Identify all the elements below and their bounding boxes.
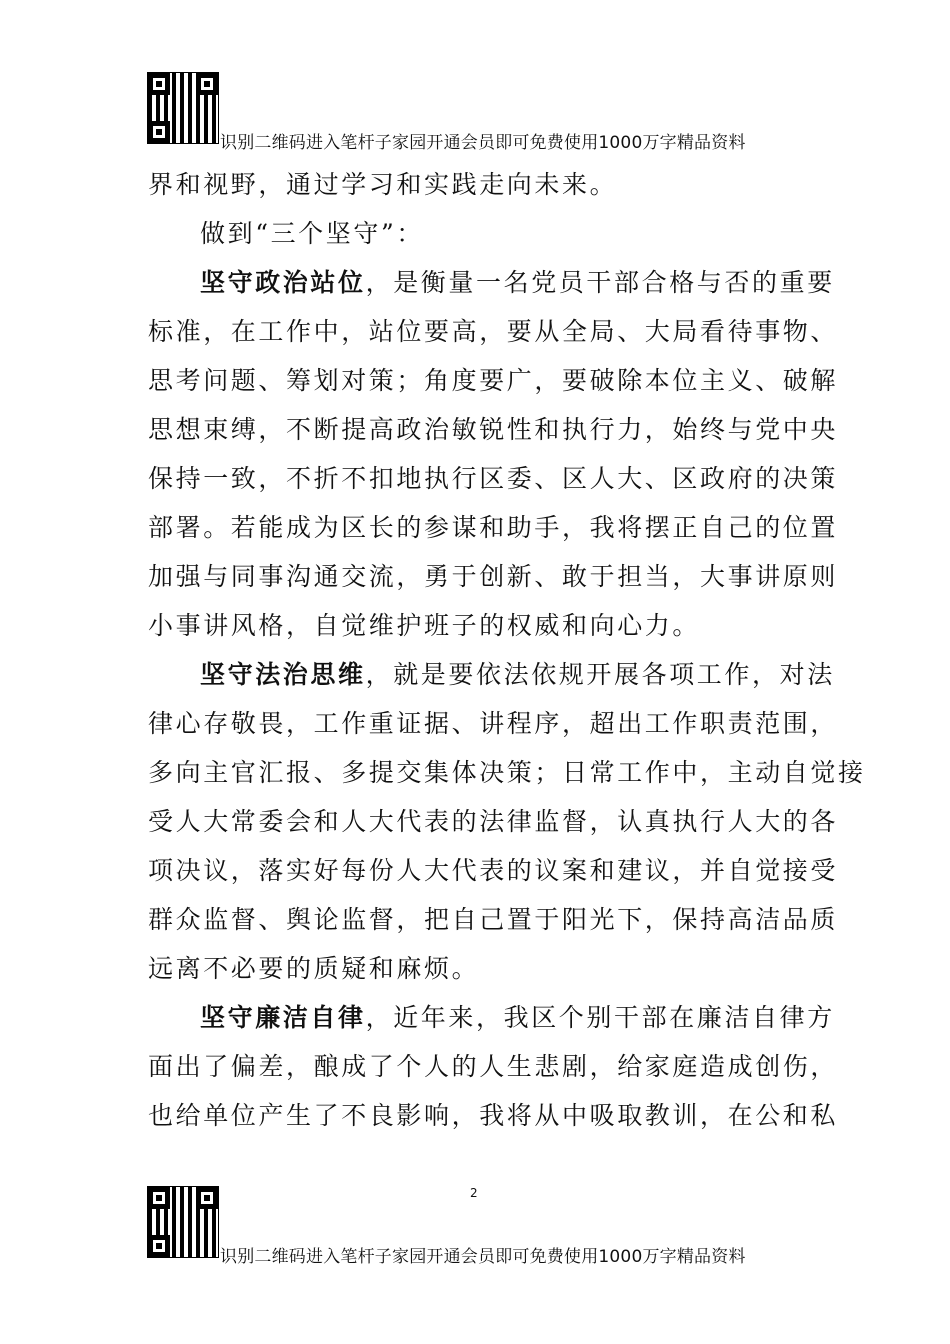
paragraph-first-line	[148, 258, 835, 307]
text-line: 律心存敬畏，工作重证据、讲程序，超出工作职责范围，	[148, 709, 839, 738]
line-rest: ，近年来，我区个别干部在廉洁自律方	[365, 1003, 835, 1032]
text-line: 加强与同事沟通交流，勇于创新、敢于担当，大事讲原则	[148, 562, 839, 591]
bold-phrase: 坚守法治思维	[200, 660, 366, 689]
line-rest: ，是衡量一名党员干部合格与否的重要	[365, 268, 835, 297]
line-rest: ，就是要依法依规开展各项工作，对法	[365, 660, 835, 689]
text-line: 项决议，落实好每份人大代表的议案和建议，并自觉接受	[148, 856, 839, 885]
text-line: 界和视野，通过学习和实践走向未来。	[148, 170, 618, 199]
document-body	[148, 160, 866, 1140]
text-line: 保持一致，不折不扣地执行区委、区人大、区政府的决策	[148, 464, 839, 493]
page-number: 2	[470, 1186, 478, 1200]
text-line: 远离不必要的质疑和麻烦。	[148, 954, 480, 983]
bold-phrase: 坚守政治站位	[200, 268, 366, 297]
bold-phrase: 坚守廉洁自律	[200, 1003, 366, 1032]
footer-qr-code[interactable]	[147, 1186, 219, 1258]
text-line: 思想束缚，不断提高政治敏锐性和执行力，始终与党中央	[148, 415, 839, 444]
header-qr-code[interactable]	[147, 72, 219, 144]
paragraph-first-line	[148, 650, 835, 699]
paragraph-first-line	[148, 993, 835, 1042]
text-line: 多向主官汇报、多提交集体决策；日常工作中，主动自觉接	[148, 758, 866, 787]
text-line: 群众监督、舆论监督，把自己置于阳光下，保持高洁品质	[148, 905, 839, 934]
text-line: 标准，在工作中，站位要高，要从全局、大局看待事物、	[148, 317, 839, 346]
text-line: 小事讲风格，自觉维护班子的权威和向心力。	[148, 611, 701, 640]
text-line: 思考问题、筹划对策；角度要广，要破除本位主义、破解	[148, 366, 839, 395]
text-line: 受人大常委会和人大代表的法律监督，认真执行人大的各	[148, 807, 839, 836]
header-banner: 识别二维码进入笔杆子家园开通会员即可免费使用1000万字精品资料	[220, 133, 746, 153]
text-line: 也给单位产生了不良影响，我将从中吸取教训，在公和私	[148, 1101, 839, 1130]
text-line: 面出了偏差，酿成了个人的人生悲剧，给家庭造成创伤，	[148, 1052, 839, 1081]
text-line: 做到“三个坚守”：	[200, 219, 424, 248]
text-line: 部署。若能成为区长的参谋和助手，我将摆正自己的位置	[148, 513, 839, 542]
footer-banner: 识别二维码进入笔杆子家园开通会员即可免费使用1000万字精品资料	[220, 1247, 746, 1267]
